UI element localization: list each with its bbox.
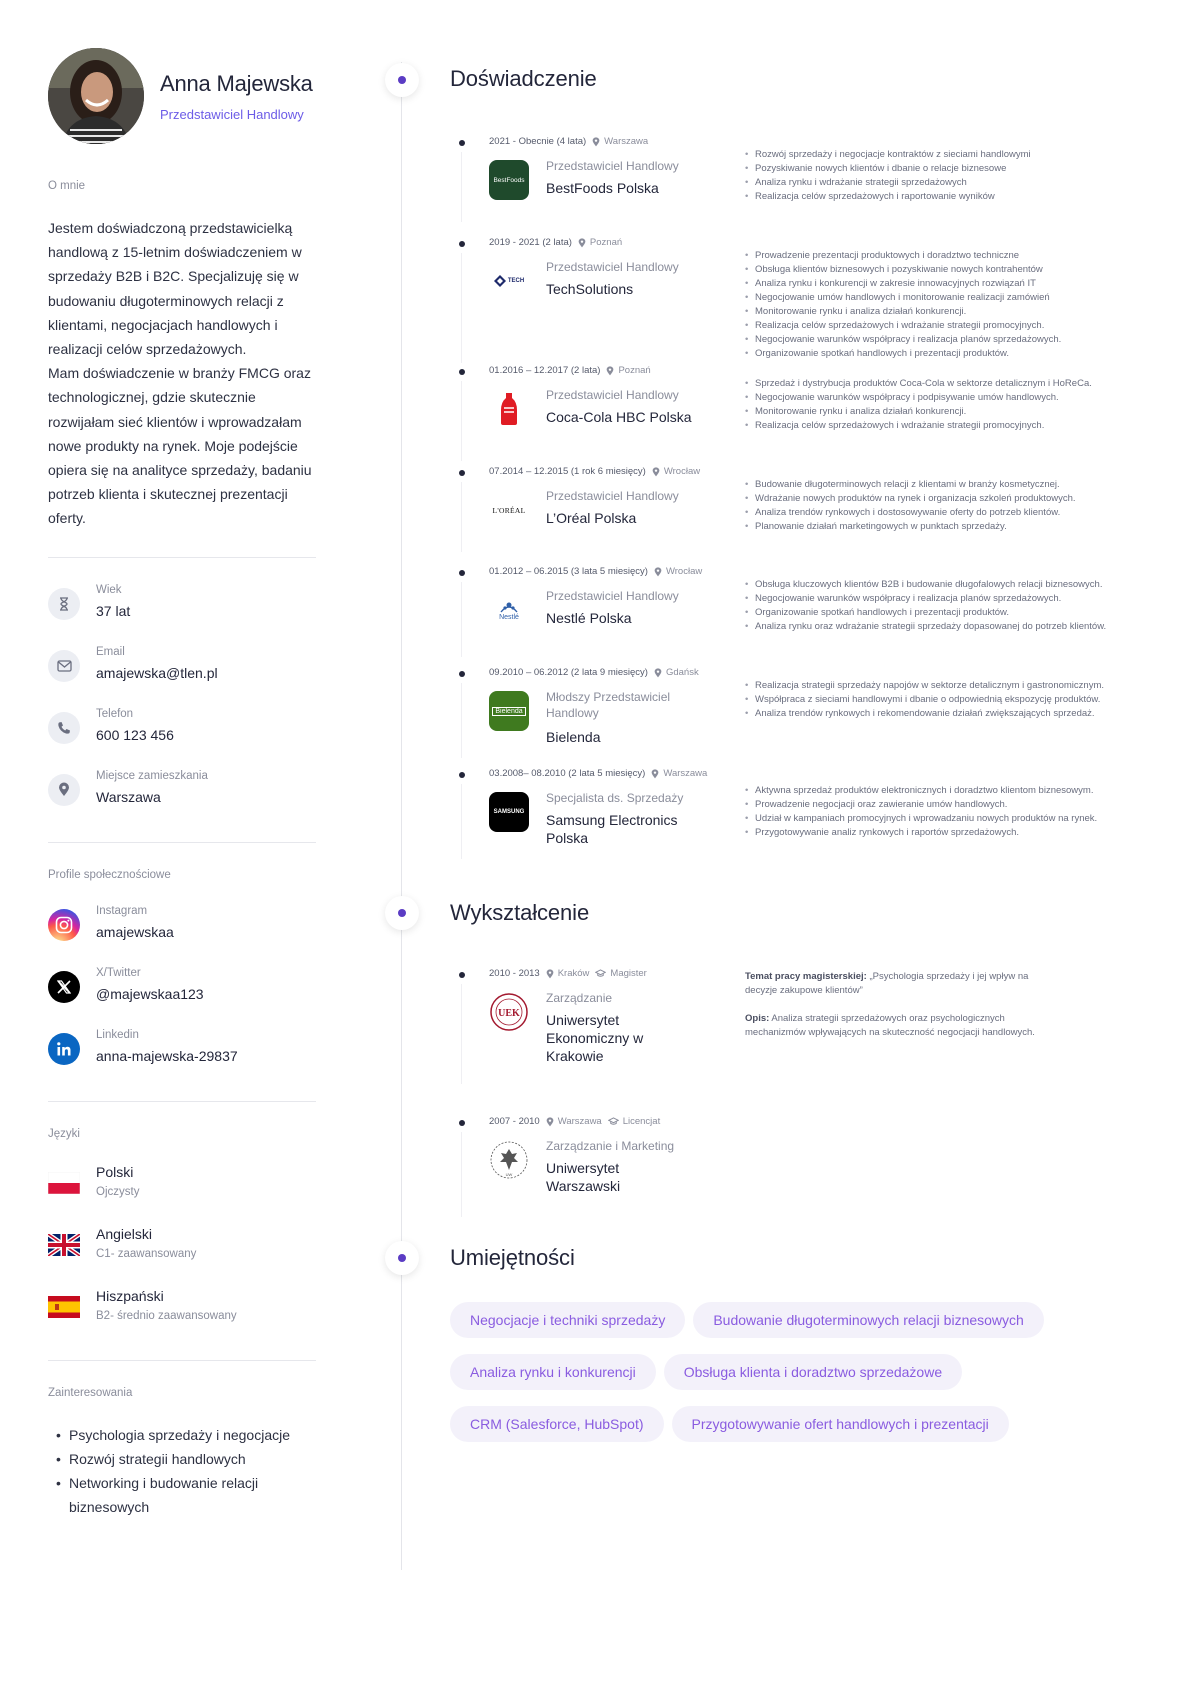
location-pin-icon bbox=[652, 467, 660, 477]
logo-text: Nestlé bbox=[499, 613, 519, 621]
contact-value: Warszawa bbox=[96, 788, 161, 805]
about-text: Jestem doświadczoną przedstawicielką handlową z 15-letnim doświadczeniem w sprzedaży B2B i B2C. Specjalizuję się w budowaniu długoterminowych relacji z klientami, negocjacjach handlowych i realizacji celów sprzedażowych. Mam doświadczenie w branży FMCG oraz technologicznej, gdzie skutecznie rozwijałam sieć klientów i wprowadzałam nowe produkty na rynek. Moje podejście opiera się na analityce sprzedaży, badaniu potrzeb klienta i skutecznej prezentacji oferty. bbox=[48, 220, 312, 527]
contact-value: 37 lat bbox=[96, 602, 131, 619]
job-company: Samsung Electronics Polska bbox=[546, 812, 678, 846]
social-twitter[interactable] bbox=[48, 967, 316, 1029]
bielenda-logo bbox=[489, 691, 529, 731]
entry-line bbox=[461, 784, 462, 859]
duty-item: • Monitorowanie rynku i analiza działań konkurencji. bbox=[745, 405, 1145, 419]
edu-field: Zarządzanie i Marketing bbox=[546, 1139, 675, 1153]
job-role: Przedstawiciel Handlowy bbox=[546, 489, 679, 503]
skill-chip: Analiza rynku i konkurencji bbox=[450, 1354, 656, 1390]
edu-description bbox=[745, 970, 1055, 1040]
job-duties bbox=[745, 784, 1145, 840]
avatar bbox=[48, 48, 144, 144]
mail-icon bbox=[48, 650, 80, 682]
job-location: Gdańsk bbox=[665, 667, 699, 678]
entry-line bbox=[461, 582, 462, 657]
bullet bbox=[459, 772, 465, 778]
language-list bbox=[48, 1164, 316, 1350]
social-list bbox=[48, 905, 316, 1091]
duty-item: • Budowanie długoterminowych relacji z klientami w branży kosmetycznej. bbox=[745, 478, 1145, 492]
edu-degree: Licencjat bbox=[622, 1116, 661, 1127]
location-pin-icon bbox=[546, 1117, 554, 1127]
divider bbox=[48, 1101, 316, 1102]
sidebar bbox=[48, 48, 316, 1519]
education-heading: Wykształcenie bbox=[450, 900, 590, 925]
job-location: Warszawa bbox=[604, 136, 649, 147]
graduation-cap-icon bbox=[608, 1117, 619, 1126]
location-pin-icon bbox=[578, 238, 586, 248]
job-role: Przedstawiciel Handlowy bbox=[546, 260, 679, 274]
skill-chip: Obsługa klienta i doradztwo sprzedażowe bbox=[664, 1354, 962, 1390]
job-period: 2019 - 2021 (2 lata) bbox=[489, 237, 572, 248]
job-location: Wrocław bbox=[663, 466, 701, 477]
job-company: BestFoods Polska bbox=[546, 180, 659, 196]
location-pin-icon bbox=[48, 774, 80, 806]
job-duties bbox=[745, 679, 1145, 721]
edu-location: Kraków bbox=[557, 968, 590, 979]
duty-item: • Przygotowywanie analiz rynkowych i raportów sprzedażowych. bbox=[745, 826, 1145, 840]
phone-link[interactable]: 600 123 456 bbox=[96, 726, 174, 743]
timeline-dot bbox=[385, 896, 419, 930]
duty-item: • Negocjowanie warunków współpracy i realizacja planów sprzedażowych. bbox=[745, 592, 1145, 606]
duty-item: • Rozwój sprzedaży i negocjacje kontraktów z sieciami handlowymi bbox=[745, 148, 1145, 162]
social-handle[interactable]: @majewskaa123 bbox=[96, 985, 204, 1002]
job-period: 07.2014 – 12.2015 (1 rok 6 miesięcy) bbox=[489, 466, 646, 477]
profile-header bbox=[48, 48, 316, 144]
contact-age bbox=[48, 584, 316, 646]
language-name: Polski bbox=[96, 1163, 134, 1180]
experience-heading: Doświadczenie bbox=[450, 66, 597, 91]
techsolutions-logo bbox=[489, 261, 529, 301]
job-period: 2021 - Obecnie (4 lata) bbox=[489, 136, 587, 147]
bullet bbox=[459, 972, 465, 978]
phone-icon bbox=[48, 712, 80, 744]
skill-chip: Budowanie długoterminowych relacji biznesowych bbox=[693, 1302, 1044, 1338]
hourglass-icon bbox=[48, 588, 80, 620]
job-meta bbox=[489, 136, 648, 147]
skills-list bbox=[450, 1302, 1150, 1458]
social-handle[interactable]: anna-majewska-29837 bbox=[96, 1047, 238, 1064]
thesis-label: Temat pracy magisterskiej: bbox=[745, 971, 867, 982]
language-name: Hiszpański bbox=[96, 1287, 164, 1304]
bullet bbox=[459, 570, 465, 576]
desc-label: Opis: bbox=[745, 1013, 770, 1024]
location-pin-icon bbox=[592, 137, 600, 147]
duty-item: • Negocjowanie warunków współpracy i podpisywanie umów handlowych. bbox=[745, 391, 1145, 405]
contact-list bbox=[48, 584, 316, 832]
desc-text: Analiza strategii sprzedażowych oraz psychologicznych mechanizmów wpływających na skuteczność negocjacji handlowych. bbox=[745, 1013, 1035, 1038]
divider bbox=[48, 842, 316, 843]
poland-flag-icon bbox=[48, 1172, 80, 1194]
timeline-line bbox=[401, 62, 402, 1570]
samsung-logo bbox=[489, 792, 529, 832]
job-role: Przedstawiciel Handlowy bbox=[546, 159, 679, 173]
duty-item: • Obsługa klientów biznesowych i pozyskiwanie nowych kontrahentów bbox=[745, 263, 1145, 277]
skill-chip: Przygotowywanie ofert handlowych i prezentacji bbox=[672, 1406, 1009, 1442]
location-pin-icon bbox=[654, 567, 662, 577]
duty-item: • Planowanie działań marketingowych w punktach sprzedaży. bbox=[745, 520, 1145, 534]
bullet bbox=[459, 470, 465, 476]
edu-field: Zarządzanie bbox=[546, 991, 613, 1005]
language-item bbox=[48, 1164, 316, 1226]
job-duties bbox=[745, 377, 1145, 433]
timeline-dot bbox=[385, 63, 419, 97]
email-link[interactable]: amajewska@tlen.pl bbox=[96, 664, 218, 681]
full-name: Anna Majewska bbox=[160, 70, 313, 96]
social-label: Linkedin bbox=[96, 1028, 139, 1041]
contact-email bbox=[48, 646, 316, 708]
job-company: Bielenda bbox=[546, 729, 601, 745]
graduation-cap-icon bbox=[595, 969, 606, 978]
logo-text: Bielenda bbox=[492, 707, 525, 716]
contact-label: Telefon bbox=[96, 707, 134, 720]
interests-heading: Zainteresowania bbox=[48, 1386, 133, 1399]
language-level: C1- zaawansowany bbox=[96, 1247, 197, 1260]
duty-item: • Prowadzenie prezentacji produktowych i doradztwo techniczne bbox=[745, 249, 1145, 263]
job-meta bbox=[489, 466, 700, 477]
edu-school: Uniwersytet Ekonomiczny w Krakowie bbox=[546, 1012, 644, 1064]
duty-item: • Realizacja celów sprzedażowych i wdrażanie strategii promocyjnych. bbox=[745, 419, 1145, 433]
social-linkedin[interactable] bbox=[48, 1029, 316, 1091]
thesis-text: „Psychologia sprzedaży i jej wpływ na decyzje zakupowe klientów” bbox=[745, 971, 1029, 996]
job-meta bbox=[489, 237, 622, 248]
bullet bbox=[459, 1120, 465, 1126]
language-item bbox=[48, 1288, 316, 1350]
logo-text: BestFoods bbox=[493, 176, 525, 184]
interests-list bbox=[48, 1423, 316, 1519]
job-period: 03.2008– 08.2010 (2 lata 5 miesięcy) bbox=[489, 768, 646, 779]
job-meta bbox=[489, 667, 699, 678]
duty-item: • Prowadzenie negocjacji oraz zawieranie umów handlowych. bbox=[745, 798, 1145, 812]
job-role: Młodszy Przedstawiciel Handlowy bbox=[546, 690, 671, 720]
contact-label: Miejsce zamieszkania bbox=[96, 769, 208, 782]
job-company: Coca-Cola HBC Polska bbox=[546, 409, 692, 425]
job-role: Specjalista ds. Sprzedaży bbox=[546, 791, 684, 805]
duty-item: • Analiza rynku i konkurencji w zakresie innowacyjnych rozwiązań IT bbox=[745, 277, 1145, 291]
instagram-icon bbox=[48, 909, 80, 941]
languages-heading: Języki bbox=[48, 1127, 80, 1140]
duty-item: • Negocjowanie warunków współpracy i realizacja planów sprzedażowych. bbox=[745, 333, 1145, 347]
timeline-dot bbox=[385, 1241, 419, 1275]
language-item bbox=[48, 1226, 316, 1288]
job-duties bbox=[745, 478, 1145, 534]
job-period: 01.2012 – 06.2015 (3 lata 5 miesięcy) bbox=[489, 566, 648, 577]
job-meta bbox=[489, 365, 651, 376]
contact-label: Wiek bbox=[96, 583, 122, 596]
bullet bbox=[459, 369, 465, 375]
job-company: L’Oréal Polska bbox=[546, 510, 637, 526]
duty-item: • Obsługa kluczowych klientów B2B i budowanie długofalowych relacji biznesowych. bbox=[745, 578, 1145, 592]
edu-school: Uniwersytet Warszawski bbox=[546, 1160, 621, 1194]
about-heading: O mnie bbox=[48, 180, 86, 192]
bullet bbox=[459, 140, 465, 146]
duty-item: • Analiza rynku i wdrażanie strategii sprzedażowych bbox=[745, 176, 1145, 190]
uek-logo bbox=[489, 992, 529, 1032]
duty-item: • Aktywna sprzedaż produktów elektronicznych i doradztwo klientom biznesowym. bbox=[745, 784, 1145, 798]
divider bbox=[48, 557, 316, 558]
location-pin-icon bbox=[651, 769, 659, 779]
duty-item: • Realizacja celów sprzedażowych i wdrażanie strategii promocyjnych. bbox=[745, 319, 1145, 333]
duty-item: • Realizacja strategii sprzedaży napojów w sektorze detalicznym i gastronomicznym. bbox=[745, 679, 1145, 693]
job-role: Przedstawiciel Handlowy bbox=[546, 589, 679, 603]
uw-logo bbox=[489, 1140, 529, 1180]
edu-period: 2010 - 2013 bbox=[489, 968, 540, 979]
entry-line bbox=[461, 381, 462, 461]
duty-item: • Sprzedaż i dystrybucja produktów Coca-Cola w sektorze detalicznym i HoReCa. bbox=[745, 377, 1145, 391]
job-location: Warszawa bbox=[663, 768, 708, 779]
language-level: B2- średnio zaawansowany bbox=[96, 1309, 237, 1322]
uk-flag-icon bbox=[48, 1234, 80, 1256]
duty-item: • Wdrażanie nowych produktów na rynek i organizacja szkoleń produktowych. bbox=[745, 492, 1145, 506]
job-meta bbox=[489, 768, 707, 779]
job-meta bbox=[489, 566, 702, 577]
interest-item: • Rozwój strategii handlowych bbox=[56, 1447, 316, 1471]
edu-location: Warszawa bbox=[557, 1116, 602, 1127]
entry-line bbox=[461, 253, 462, 363]
logo-text: UEK bbox=[498, 1008, 520, 1019]
duty-item: • Organizowanie spotkań handlowych i prezentacji produktów. bbox=[745, 347, 1145, 361]
entry-line bbox=[461, 984, 462, 1084]
x-twitter-icon bbox=[48, 971, 80, 1003]
duty-item: • Organizowanie spotkań handlowych i prezentacji produktów. bbox=[745, 606, 1145, 620]
duty-item: • Monitorowanie rynku i analiza działań konkurencji. bbox=[745, 305, 1145, 319]
duty-item: • Negocjowanie umów handlowych i monitorowanie realizacji zamówień bbox=[745, 291, 1145, 305]
divider bbox=[48, 1360, 316, 1361]
language-name: Angielski bbox=[96, 1225, 153, 1242]
edu-period: 2007 - 2010 bbox=[489, 1116, 540, 1127]
coca-cola-logo bbox=[489, 389, 529, 429]
job-company: TechSolutions bbox=[546, 281, 634, 297]
duty-item: • Analiza trendów rynkowych i dostosowywanie oferty do potrzeb klientów. bbox=[745, 506, 1145, 520]
entry-line bbox=[461, 1132, 462, 1217]
edu-meta bbox=[489, 968, 647, 979]
social-label: Instagram bbox=[96, 904, 148, 917]
job-location: Poznań bbox=[618, 365, 651, 376]
spain-flag-icon bbox=[48, 1296, 80, 1318]
nestle-logo bbox=[489, 590, 529, 630]
job-role: Przedstawiciel Handlowy bbox=[546, 388, 679, 402]
bullet bbox=[459, 241, 465, 247]
duty-item: • Udział w kampaniach promocyjnych i wprowadzaniu nowych produktów na rynek. bbox=[745, 812, 1145, 826]
job-duties bbox=[745, 148, 1145, 204]
location-pin-icon bbox=[546, 969, 554, 979]
edu-degree: Magister bbox=[610, 968, 647, 979]
edu-meta bbox=[489, 1116, 660, 1127]
social-label: X/Twitter bbox=[96, 966, 141, 979]
job-location: Wrocław bbox=[665, 566, 703, 577]
contact-location bbox=[48, 770, 316, 832]
entry-line bbox=[461, 152, 462, 222]
duty-item: • Analiza rynku oraz wdrażanie strategii sprzedaży dopasowanej do potrzeb klientów. bbox=[745, 620, 1145, 634]
loreal-logo bbox=[489, 490, 529, 530]
duty-item: • Realizacja celów sprzedażowych i raportowanie wyników bbox=[745, 190, 1145, 204]
job-company: Nestlé Polska bbox=[546, 610, 632, 626]
job-period: 09.2010 – 06.2012 (2 lata 9 miesięcy) bbox=[489, 667, 648, 678]
job-duties bbox=[745, 249, 1145, 361]
job-duties bbox=[745, 578, 1145, 634]
bestfoods-logo bbox=[489, 160, 529, 200]
social-heading: Profile społecznościowe bbox=[48, 868, 171, 881]
entry-line bbox=[461, 683, 462, 758]
duty-item: • Współpraca z sieciami handlowymi i dbanie o odpowiednią ekspozycję produktów. bbox=[745, 693, 1145, 707]
entry-line bbox=[461, 482, 462, 552]
duty-item: • Pozyskiwanie nowych klientów i dbanie o relacje biznesowe bbox=[745, 162, 1145, 176]
location-pin-icon bbox=[606, 366, 614, 376]
interest-item: • Psychologia sprzedaży i negocjacje bbox=[56, 1423, 316, 1447]
job-title: Przedstawiciel Handlowy bbox=[160, 106, 304, 122]
social-handle[interactable]: amajewskaa bbox=[96, 923, 174, 940]
logo-text: TECH bbox=[507, 278, 525, 284]
skill-chip: Negocjacje i techniki sprzedaży bbox=[450, 1302, 685, 1338]
job-location: Poznań bbox=[589, 237, 623, 248]
location-pin-icon bbox=[654, 668, 662, 678]
logo-text: SAMSUNG bbox=[493, 809, 525, 815]
bullet bbox=[459, 671, 465, 677]
contact-phone bbox=[48, 708, 316, 770]
skills-heading: Umiejętności bbox=[450, 1245, 575, 1270]
skill-chip: CRM (Salesforce, HubSpot) bbox=[450, 1406, 664, 1442]
job-period: 01.2016 – 12.2017 (2 lata) bbox=[489, 365, 601, 376]
interest-item: • Networking i budowanie relacji biznesowych bbox=[56, 1471, 316, 1519]
linkedin-icon bbox=[48, 1033, 80, 1065]
language-level: Ojczysty bbox=[96, 1185, 140, 1198]
duty-item: • Analiza trendów rynkowych i rekomendowanie działań zwiększających sprzedaż. bbox=[745, 707, 1145, 721]
logo-text: UW bbox=[505, 1172, 513, 1177]
social-instagram[interactable] bbox=[48, 905, 316, 967]
logo-text: L'ORÉAL bbox=[492, 505, 526, 515]
contact-label: Email bbox=[96, 645, 125, 658]
